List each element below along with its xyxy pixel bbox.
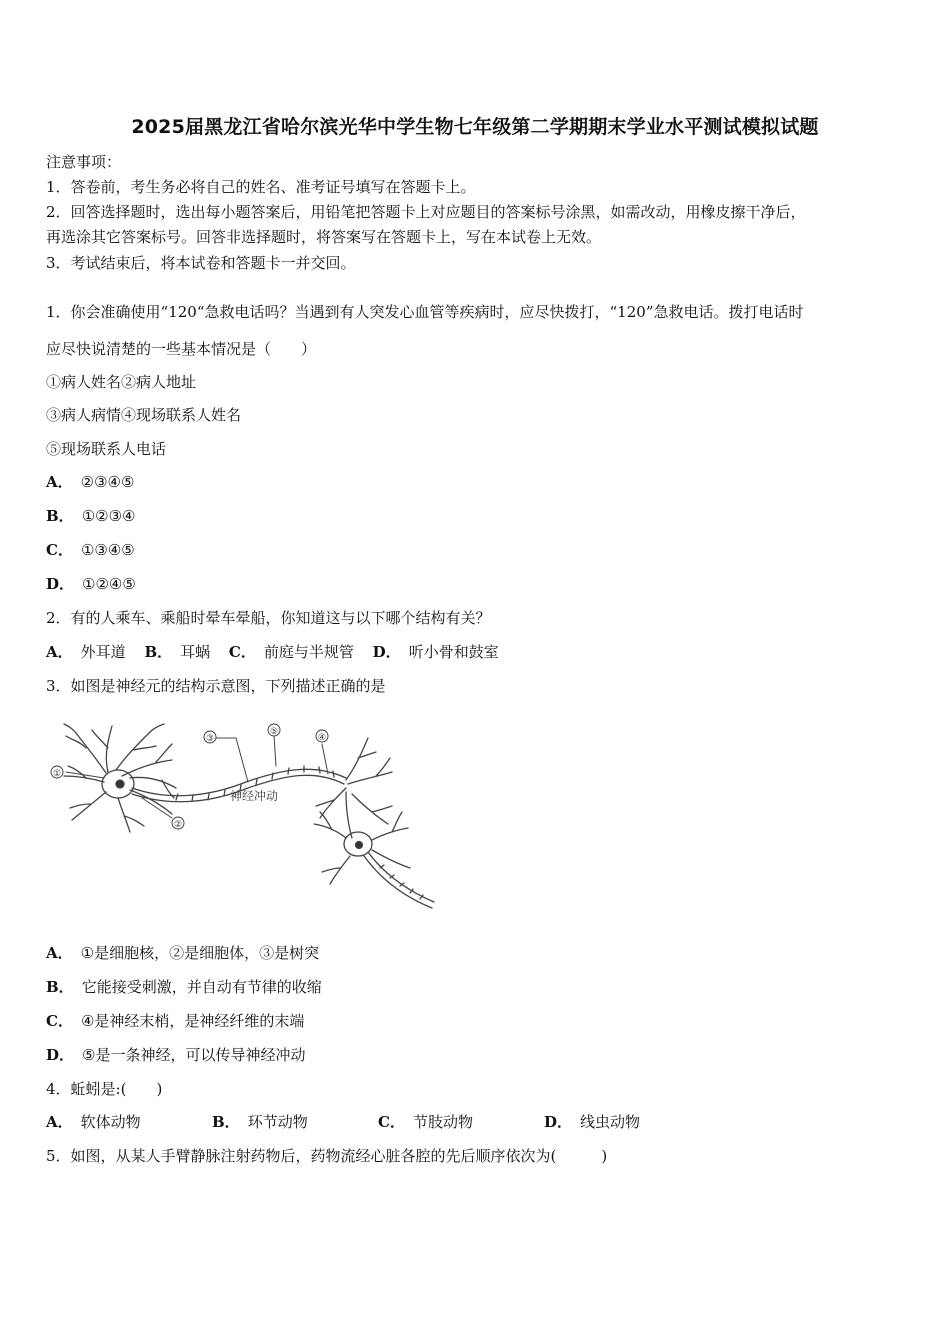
question-2-option-b[interactable] (144, 642, 210, 662)
option-text: ④是神经末梢，是神经纤维的末端 (80, 1012, 305, 1030)
axon-lower (364, 852, 434, 908)
question-2-stem: 2．有的人乘车、乘船时晕车晕船，你知道这与以下哪个结构有关？ (46, 609, 491, 627)
question-4-option-a[interactable] (46, 1112, 212, 1132)
question-2-option-c[interactable] (229, 642, 354, 662)
nucleus-right (356, 842, 363, 849)
notice-heading: 注意事项： (46, 153, 122, 171)
question-2-options (46, 642, 499, 662)
question-3-stem: 3．如图是神经元的结构示意图，下列描述正确的是 (46, 677, 386, 695)
option-label: D． (46, 575, 75, 593)
option-text: 节肢动物 (412, 1113, 473, 1131)
option-text: 听小骨和鼓室 (408, 643, 499, 661)
notice-item: 3．考试结束后，将本试卷和答题卡一并交回。 (46, 254, 356, 272)
question-2-option-d[interactable] (373, 642, 499, 662)
question-4-option-b[interactable] (212, 1112, 378, 1132)
question-1-stem-cont: 应尽快说清楚的一些基本情况是（ ） (46, 340, 317, 358)
label-1: ① (52, 769, 62, 779)
option-label: B． (144, 643, 173, 661)
option-label: B． (46, 978, 74, 996)
question-4-options (46, 1112, 640, 1132)
option-label: D． (46, 1046, 75, 1064)
dendrites-right (316, 738, 392, 838)
option-text: 它能接受刺激，并自动有节律的收缩 (81, 978, 322, 996)
question-1-option-a[interactable] (46, 472, 134, 492)
option-label: A． (46, 944, 73, 962)
option-label: D． (372, 643, 401, 661)
question-1-item: ①病人姓名②病人地址 (46, 373, 197, 391)
question-1-item: ③病人病情④现场联系人姓名 (46, 406, 242, 424)
question-1-option-b[interactable] (46, 506, 135, 526)
notice-item: 2．回答选择题时，选出每小题答案后，用铅笔把答题卡上对应题目的答案标号涂黑，如需改动，用橡皮擦干净后， (46, 203, 806, 221)
option-label: C． (228, 643, 256, 661)
dendrites-left (64, 724, 176, 832)
label-3: ③ (205, 734, 215, 744)
question-1-option-c[interactable] (46, 540, 135, 560)
option-label: B． (46, 507, 74, 525)
option-label: A． (46, 643, 73, 661)
question-4-option-c[interactable] (378, 1112, 544, 1132)
option-label: A． (46, 473, 73, 491)
page-title: 2025届黑龙江省哈尔滨光华中学生物七年级第二学期期末学业水平测试模拟试题 (131, 116, 819, 138)
option-label: A． (46, 1113, 73, 1131)
question-1-stem: 1．你会准确使用“120“急救电话吗？当遇到有人突发心血管等疾病时，应尽快拨打，“120”急救电话。拨打电话时 (46, 303, 804, 321)
label-5: ⑤ (269, 727, 279, 737)
question-2-option-a[interactable] (46, 642, 126, 662)
option-label: C． (46, 541, 73, 559)
neuron-diagram (46, 718, 438, 923)
question-3-option-c[interactable] (46, 1011, 304, 1031)
question-1-option-d[interactable] (46, 574, 136, 594)
label-4: ④ (317, 733, 327, 743)
label-2: ② (173, 820, 183, 830)
option-label: C． (378, 1113, 405, 1131)
option-text: 环节动物 (247, 1113, 308, 1131)
option-text: 线虫动物 (580, 1113, 641, 1131)
option-text: ①③④⑤ (80, 541, 135, 559)
question-3-option-a[interactable] (46, 943, 319, 963)
question-4-option-d[interactable] (544, 1112, 640, 1132)
notice-item: 1．答卷前，考生务必将自己的姓名、准考证号填写在答题卡上。 (46, 178, 476, 196)
option-text: ⑤是一条神经，可以传导神经冲动 (82, 1046, 306, 1064)
option-text: 外耳道 (80, 643, 126, 661)
option-text: 软体动物 (80, 1113, 141, 1131)
question-3-option-b[interactable] (46, 977, 322, 997)
dendrites-right-lower (314, 812, 410, 884)
question-3-option-d[interactable] (46, 1045, 305, 1065)
option-text: ①是细胞核，②是细胞体，③是树突 (80, 944, 320, 962)
question-1-item: ⑤现场联系人电话 (46, 440, 167, 458)
option-text: 耳蜗 (180, 643, 211, 661)
option-label: D． (544, 1113, 573, 1131)
option-text: ①②④⑤ (82, 575, 136, 593)
nucleus-left (116, 780, 124, 788)
option-label: C． (46, 1012, 73, 1030)
question-4-stem: 4．蚯蚓是:( ) (46, 1080, 163, 1098)
option-text: 前庭与半规管 (263, 643, 354, 661)
question-5-stem: 5．如图，从某人手臂静脉注射药物后，药物流经心脏各腔的先后顺序依次为( ) (46, 1147, 608, 1165)
option-label: B． (212, 1113, 240, 1131)
notice-item: 再选涂其它答案标号。回答非选择题时，将答案写在答题卡上，写在本试卷上无效。 (46, 228, 602, 246)
option-text: ②③④⑤ (80, 473, 135, 491)
option-text: ①②③④ (81, 507, 136, 525)
figure-caption: 神经冲动 (230, 789, 279, 803)
